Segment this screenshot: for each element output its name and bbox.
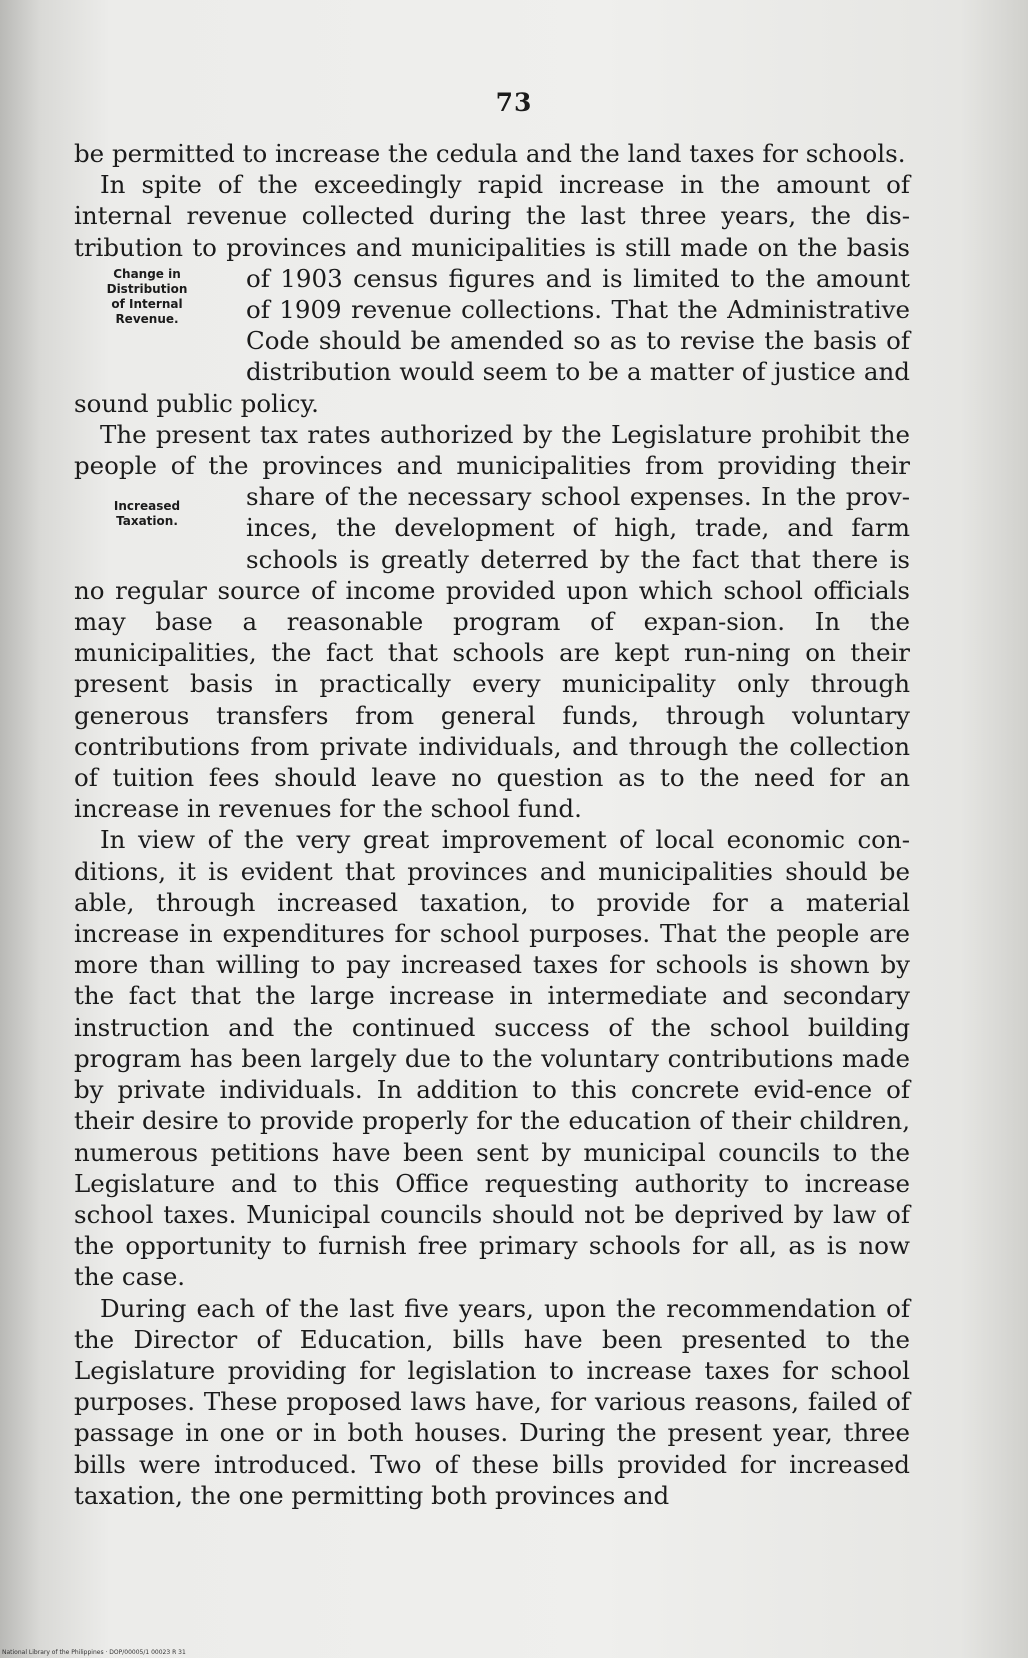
paragraph-5 xyxy=(74,1293,910,1511)
margin-note-line: Increased xyxy=(113,499,181,514)
archive-stamp: National Library of the Philippines · DOP/00005/1 00023 R 31 xyxy=(2,1649,186,1656)
paragraph-1-text: be permitted to increase the cedula and the land taxes for schools. xyxy=(74,139,906,168)
margin-note-line: of Internal xyxy=(111,296,183,311)
paragraph-2 xyxy=(74,169,910,419)
paragraph-5-text: During each of the last five years, upon the recommendation of the Director of Education, bills have been presented to the Legislature providing for legislation to increase taxes for school purposes. These proposed laws have, for various reasons, failed of passage in one or in both houses. During the present year, three bills were introduced. Two of these bills provided for increased taxation, the one permitting both provinces and xyxy=(74,1293,910,1510)
paragraph-1 xyxy=(74,138,910,169)
paragraph-3-before-note: The present tax rates authorized by the Legislature prohibit the people of the provinces and municipalities from providing their share of the necessary school expenses. In the prov- xyxy=(74,419,910,512)
paragraph-2-after-note: basis of 1903 census figures and is limited to the amount of 1909 revenue collections. That the Administrative Code should be amended so as to revise the basis of distribution would seem to be a matter of justice and sound public policy. xyxy=(74,232,911,418)
margin-note-line: Distribution xyxy=(106,281,188,296)
paragraph-2-before-note: In spite of the exceedingly rapid increase in the amount of internal revenue collected during the last three years, the dis-tribution to provinces and municipalities is still made on the xyxy=(74,170,910,262)
margin-note-increased-taxation xyxy=(72,481,222,573)
margin-note-line: Taxation. xyxy=(116,514,178,529)
margin-note-line: Revenue. xyxy=(115,311,179,326)
paragraph-3 xyxy=(74,419,910,825)
paragraph-4 xyxy=(74,824,910,1292)
margin-note-change-in-distribution xyxy=(72,263,222,387)
body-text xyxy=(74,138,910,1511)
paragraph-3-after-note: inces, the development of high, trade, and farm schools is greatly deterred by the fact that there is no regular source of income provided upon which school officials may base a reasonable program of expan-sion. In the municipalities, the fact that schools are kept run-ning on their present basis in practically every municipality only through generous transfers from general funds, through voluntary contributions from private individuals, and through the collection of tuition fees should leave no question as to the need for an increase in revenues for the school fund. xyxy=(74,513,910,824)
page-number: 73 xyxy=(495,88,533,117)
margin-note-line: Change in xyxy=(113,266,181,281)
paragraph-4-text: In view of the very great improvement of local economic con-ditions, it is evident that provinces and municipalities should be able, through increased taxation, to provide for a material increase in expenditures for school purposes. That the people are more than willing to pay increased taxes for schools is shown by the fact that the large increase in intermediate and secondary instruction and the continued success of the school building program has been largely due to the voluntary contributions made by private individuals. In addition to this concrete evid-ence of their desire to provide properly for the education of their children, numerous petitions have been sent by municipal councils to the Legislature and to this Office requesting authority to increase school taxes. Municipal councils should not be deprived by law of the opportunity to furnish free primary schools for all, as is now the case. xyxy=(74,825,910,1292)
